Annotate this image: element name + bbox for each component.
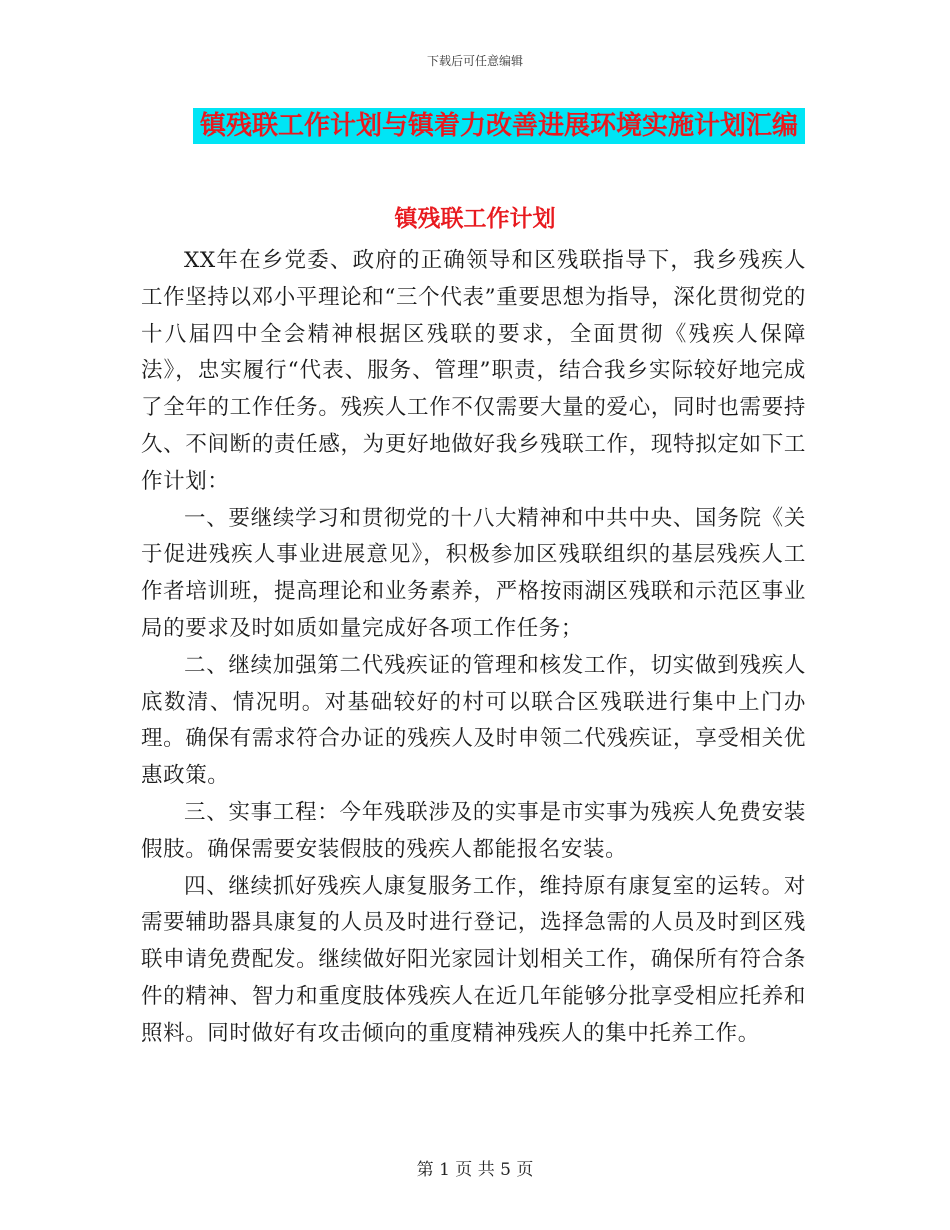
page-header-note: 下载后可任意编辑 [426, 54, 523, 68]
document-body [141, 243, 806, 1053]
paragraph-item-2: 二、继续加强第二代残疾证的管理和核发工作，切实做到残疾人底数清、情况明。对基础较好的村可以联合区残联进行集中上门办理。确保有需求符合办证的残疾人及时申领二代残疾证，享受相关优惠政策。 [141, 652, 806, 789]
paragraph-item-4: 四、继续抓好残疾人康复服务工作，维持原有康复室的运转。对需要辅助器具康复的人员及时进行登记，选择急需的人员及时到区残联申请免费配发。继续做好阳光家园计划相关工作，确保所有符合条件的精神、智力和重度肢体残疾人在近几年能够分批享受相应托养和照料。同时做好有攻击倾向的重度精神残疾人的集中托养工作。 [141, 873, 806, 1046]
paragraph-intro: XX年在乡党委、政府的正确领导和区残联指导下，我乡残疾人工作坚持以邓小平理论和“三个代表”重要思想为指导，深化贯彻党的十八届四中全会精神根据区残联的要求，全面贯彻《残疾人保障法》，忠实履行“代表、服务、管理”职责，结合我乡实际较好地完成了全年的工作任务。残疾人工作不仅需要大量的爱心，同时也需要持久、不间断的责任感，为更好地做好我乡残联工作，现特拟定如下工作计划： [141, 248, 806, 494]
page-number: 第 1 页 共 5 页 [416, 1160, 534, 1180]
document-title: 镇残联工作计划与镇着力改善进展环境实施计划汇编 [193, 108, 805, 144]
section-title: 镇残联工作计划 [394, 205, 556, 232]
paragraph-item-3: 三、实事工程：今年残联涉及的实事是市实事为残疾人免费安装假肢。确保需要安装假肢的残疾人都能报名安装。 [141, 799, 806, 862]
paragraph-item-1: 一、要继续学习和贯彻党的十八大精神和中共中央、国务院《关于促进残疾人事业进展意见》，积极参加区残联组织的基层残疾人工作者培训班，提高理论和业务素养，严格按雨湖区残联和示范区事业局的要求及时如质如量完成好各项工作任务； [141, 505, 806, 641]
